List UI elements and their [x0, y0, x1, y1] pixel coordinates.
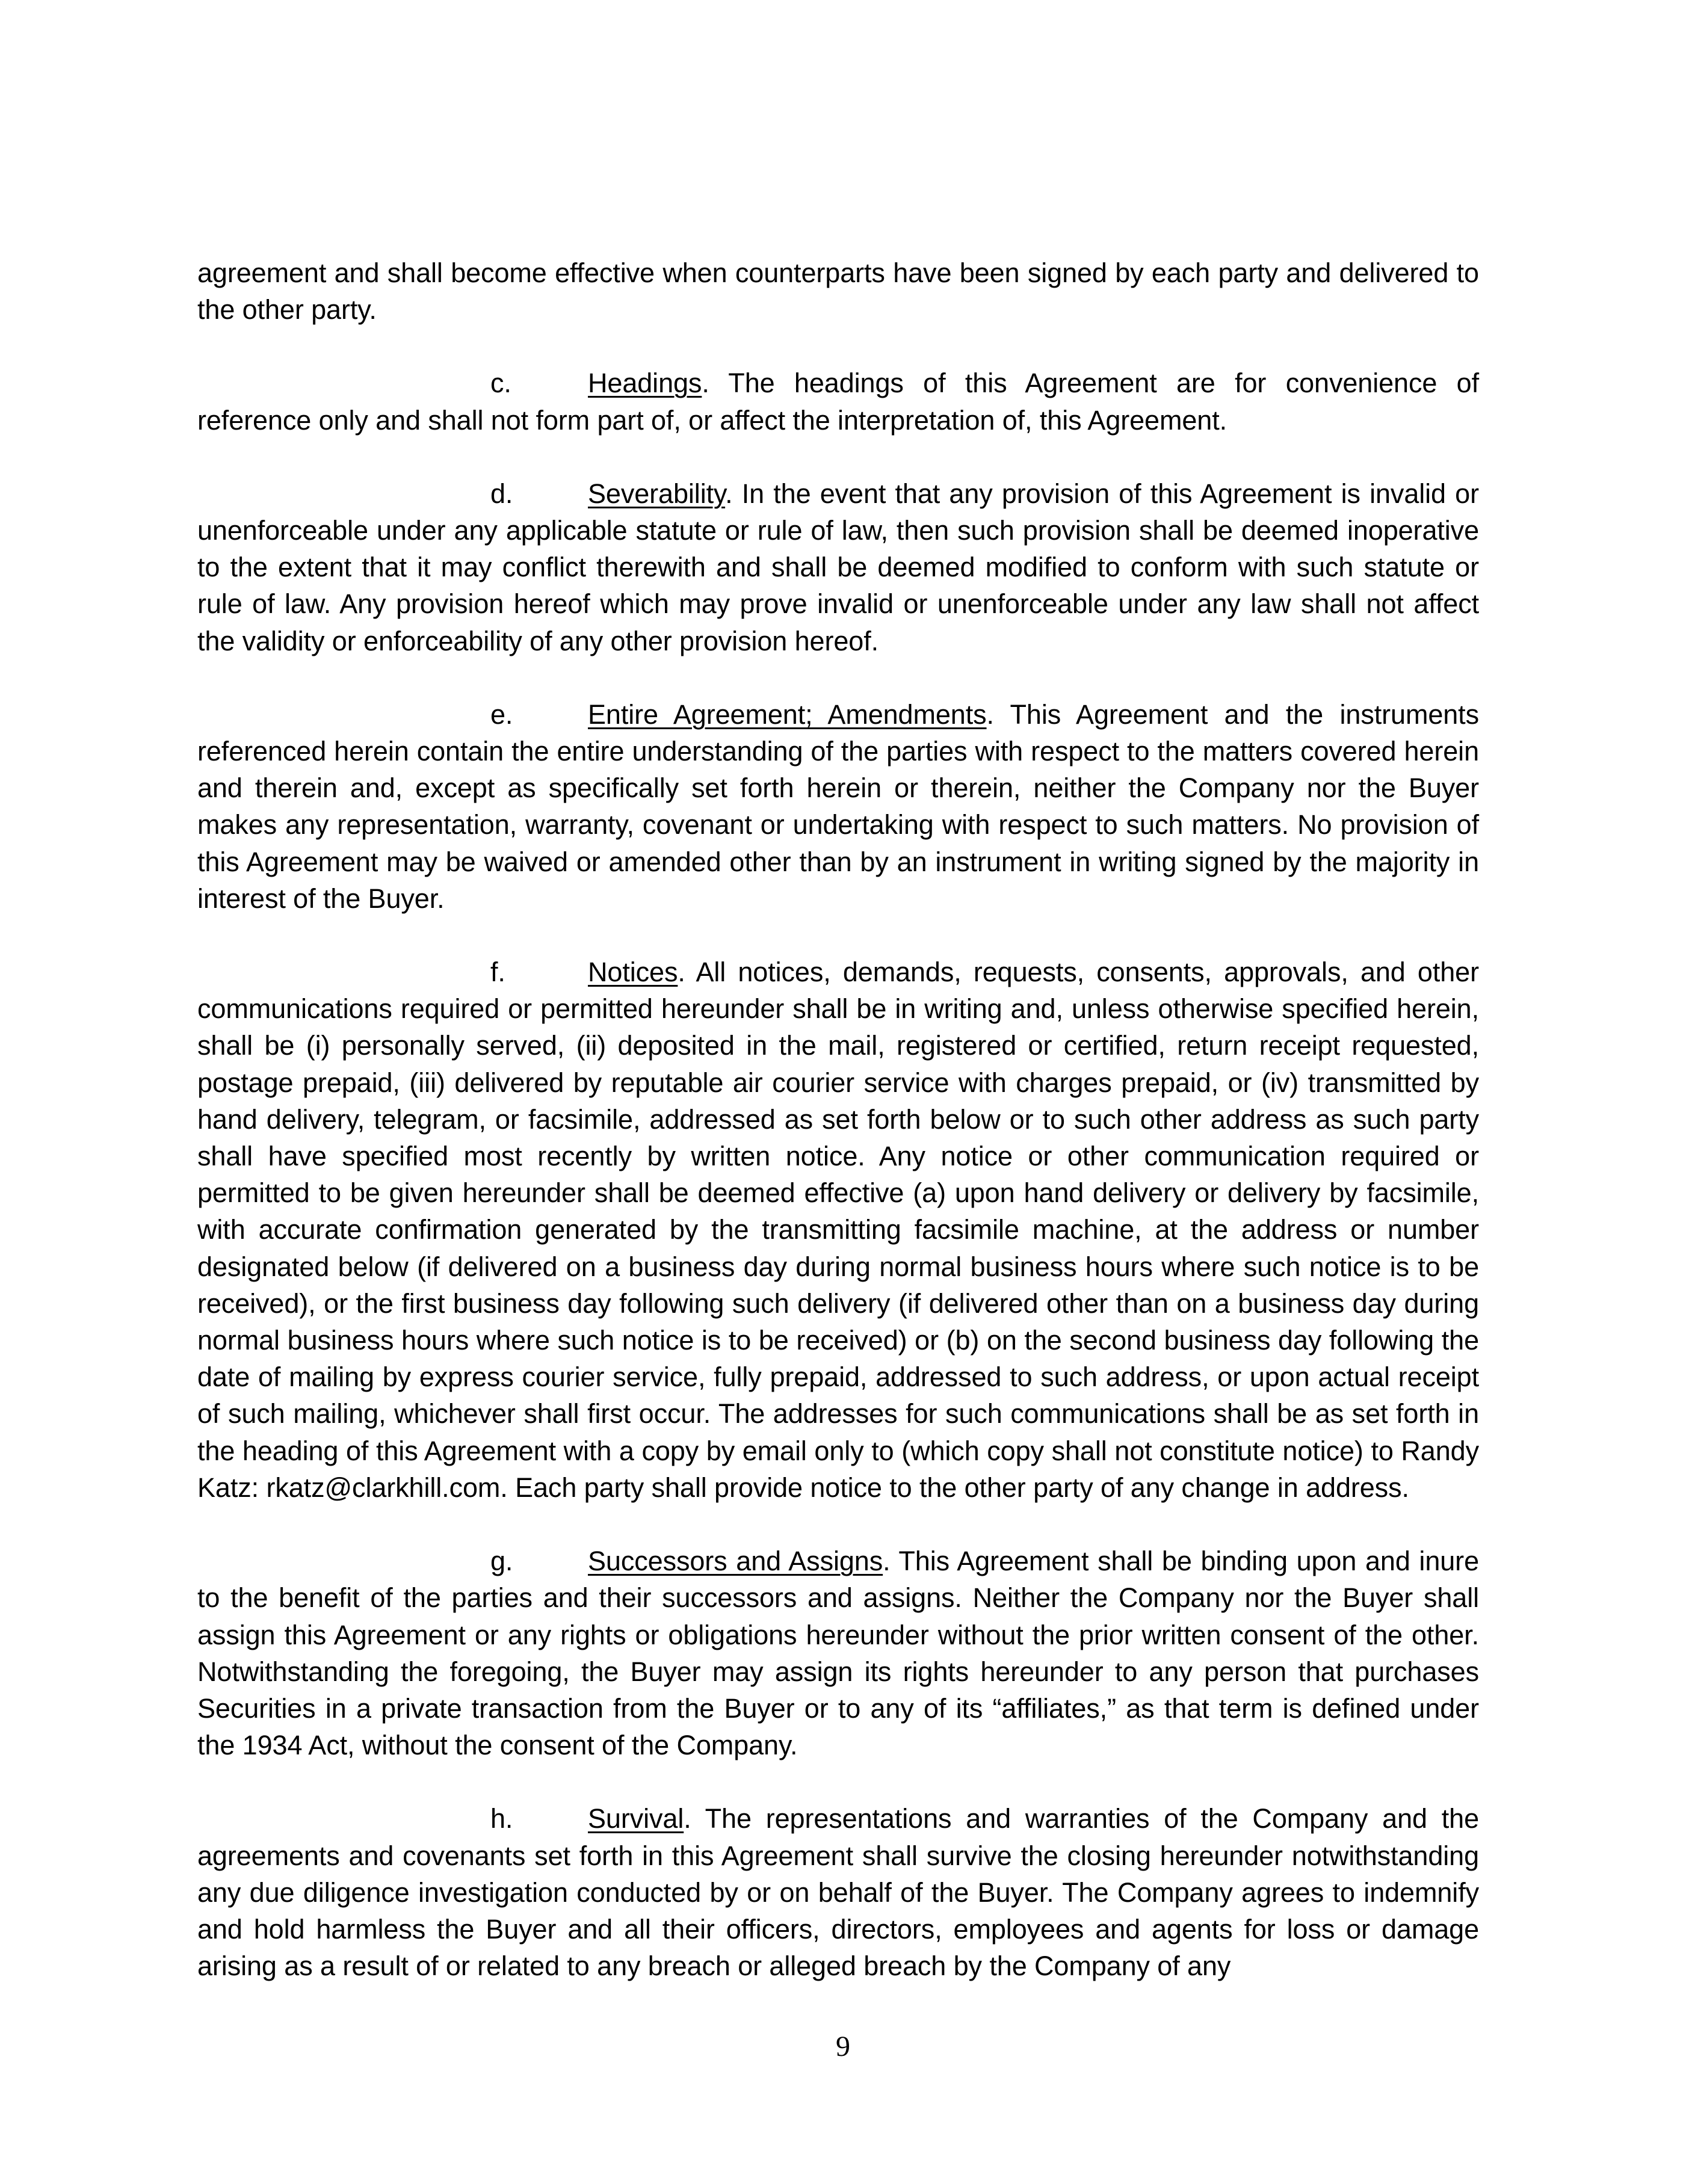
continuation-paragraph: agreement and shall become effective when counterparts have been signed by each party and delivered to the other party.: [197, 258, 1479, 325]
section-label: c.: [490, 368, 511, 399]
section-heading: Survival: [588, 1803, 684, 1834]
document-page: [197, 254, 1479, 2021]
section-heading: Entire Agreement; Amendments: [588, 699, 987, 730]
section-label: d.: [490, 478, 513, 509]
section-headings: [197, 365, 1479, 438]
section-body: . All notices, demands, requests, consents, approvals, and other communications required or permitted hereunder shall be in writing and, unless otherwise specified herein, shall be (i) personally served, (ii) deposited in the mail, registered or certified, return receipt requested, postage prepaid, (iii) delivered by reputable air courier service with charges prepaid, or (iv) transmitted by hand delivery, telegram, or facsimile, addressed as set forth below or to such other address as such party shall have specified most recently by written notice. Any notice or other communication required or permitted to be given hereunder shall be deemed effective (a) upon hand delivery or delivery by facsimile, with accurate confirmation generated by the transmitting facsimile machine, at the address or number designated below (if delivered on a business day during normal business hours where such notice is to be received), or the first business day following such delivery (if delivered other than on a business day during normal business hours where such notice is to be received) or (b) on the second business day following the date of mailing by express courier service, fully prepaid, addressed to such address, or upon actual receipt of such mailing, whichever shall first occur. The addresses for such communications shall be as set forth in the heading of this Agreement with a copy by email only to (which copy shall not constitute notice) to Randy Katz: rkatz@clarkhill.com. Each party shall provide notice to the other party of any change in address.: [197, 957, 1479, 1503]
section-survival: [197, 1800, 1479, 1984]
section-body: . The headings of this Agreement are for convenience of reference only and shall not form part of, or affect the interpretation of, this Agreement.: [197, 368, 1479, 436]
section-label: e.: [490, 699, 513, 730]
section-entire-agreement: [197, 696, 1479, 917]
section-body: . In the event that any provision of this Agreement is invalid or unenforceable under any applicable statute or rule of law, then such provision shall be deemed inoperative to the extent that it may conflict therewith and shall be deemed modified to conform with such statute or rule of law. Any provision hereof which may prove invalid or unenforceable under any law shall not affect the validity or enforceability of any other provision hereof.: [197, 478, 1479, 656]
section-label: f.: [490, 957, 505, 988]
section-severability: [197, 475, 1479, 659]
page-number: 9: [836, 2031, 850, 2062]
section-notices: [197, 954, 1479, 1506]
section-heading: Severability: [588, 478, 726, 509]
section-heading: Successors and Assigns: [588, 1546, 883, 1577]
section-body: . The representations and warranties of the Company and the agreements and covenants set forth in this Agreement shall survive the closing hereunder notwithstanding any due diligence investigation conducted by or on behalf of the Buyer. The Company agrees to indemnify and hold harmless the Buyer and all their officers, directors, employees and agents for loss or damage arising as a result of or related to any breach or alleged breach by the Company of any: [197, 1803, 1479, 1982]
section-label: h.: [490, 1803, 513, 1834]
section-heading: Headings: [588, 368, 702, 399]
section-body: . This Agreement shall be binding upon and inure to the benefit of the parties and their successors and assigns. Neither the Company nor the Buyer shall assign this Agreement or any rights or obligations hereunder without the prior written consent of the other. Notwithstanding the foregoing, the Buyer may assign its rights hereunder to any person that purchases Securities in a private transaction from the Buyer or to any of its “affiliates,” as that term is defined under the 1934 Act, without the consent of the Company.: [197, 1546, 1479, 1761]
section-label: g.: [490, 1546, 513, 1577]
section-heading: Notices: [588, 957, 678, 988]
section-body: . This Agreement and the instruments referenced herein contain the entire understanding of the parties with respect to the matters covered herein and therein and, except as specifically set forth herein or therein, neither the Company nor the Buyer makes any representation, warranty, covenant or undertaking with respect to such matters. No provision of this Agreement may be waived or amended other than by an instrument in writing signed by the majority in interest of the Buyer.: [197, 699, 1479, 914]
section-successors: [197, 1543, 1479, 1763]
